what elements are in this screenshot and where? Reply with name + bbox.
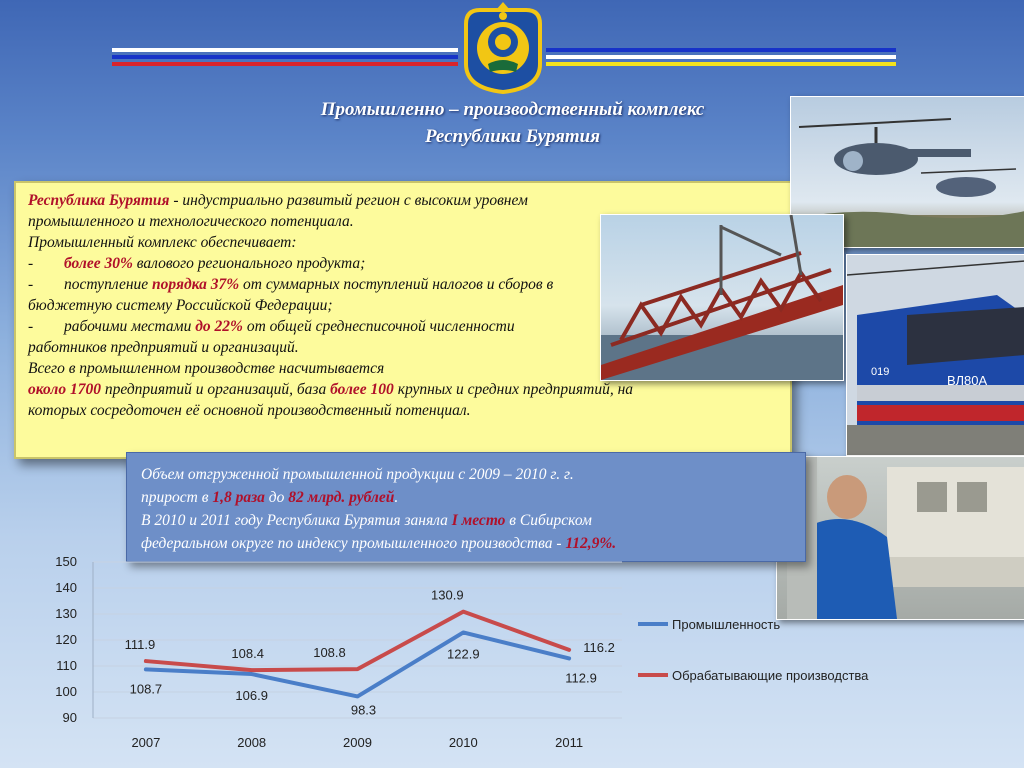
data-label: 112.9	[565, 670, 597, 686]
buryatia-emblem-icon	[458, 2, 548, 94]
locomotive-photo	[846, 254, 1024, 456]
series-point	[568, 657, 571, 660]
intro-highlight-republic: Республика Бурятия	[28, 192, 170, 209]
data-label: 108.7	[129, 681, 163, 697]
bullet-dash-2: -	[28, 276, 34, 293]
series-point	[356, 668, 359, 671]
page-title	[210, 96, 815, 150]
data-label: 130.9	[431, 587, 464, 603]
intro-p3: Всего в промышленном производстве насчитывается	[28, 360, 385, 377]
series-point	[250, 673, 253, 676]
y-tick-label: 130	[55, 606, 77, 621]
intro-highlight-100: более 100	[330, 381, 394, 398]
legend-label: Обрабатывающие производства	[672, 668, 869, 683]
summary-line-4-a: федеральном округе по индексу промышленного производства -	[141, 535, 566, 552]
data-label: 111.9	[124, 637, 156, 653]
intro-highlight-37: порядка 37%	[152, 276, 240, 293]
x-tick-label: 2009	[343, 735, 372, 750]
intro-highlight-22: до 22%	[195, 318, 243, 335]
bullet-dash-3: -	[28, 318, 34, 335]
summary-highlight-volume: 82 млрд. рублей	[288, 489, 395, 506]
series-point	[250, 669, 253, 672]
legend-label: Промышленность	[672, 617, 781, 632]
summary-highlight-growth: 1,8 раза	[212, 489, 265, 506]
summary-highlight-place: I место	[451, 512, 506, 529]
y-tick-label: 120	[55, 632, 77, 647]
data-label: 116.2	[583, 639, 615, 655]
intro-b3-a: рабочими местами	[64, 318, 196, 335]
intro-p4-b: крупных и средних предприятий, на которых сосредоточен её основной производственный потенциал.	[28, 381, 634, 419]
data-label: 108.8	[313, 645, 346, 661]
data-label: 98.3	[350, 702, 377, 718]
summary-line-2-a: прирост в	[141, 489, 213, 506]
flag-stripe-white-right	[546, 55, 896, 59]
y-tick-label: 90	[62, 710, 77, 725]
x-tick-label: 2008	[237, 735, 267, 750]
intro-p4-a: предприятий и организаций, база	[100, 381, 331, 398]
series-line	[146, 632, 569, 696]
y-tick-label: 140	[55, 580, 77, 595]
series-point	[144, 660, 147, 663]
intro-highlight-1700: около 1700	[28, 381, 101, 398]
intro-p2: Промышленный комплекс обеспечивает:	[28, 234, 297, 251]
series-point	[462, 631, 465, 634]
summary-line-3-b: в Сибирском	[505, 512, 592, 529]
line-chart	[0, 550, 1024, 768]
title-line-2: Республики Бурятия	[425, 126, 600, 147]
intro-highlight-30: более 30%	[64, 255, 133, 272]
data-label: 106.9	[235, 688, 268, 704]
series-point	[462, 610, 465, 613]
series-point	[144, 668, 147, 671]
summary-line-2-b: до	[264, 489, 289, 506]
x-tick-label: 2010	[448, 735, 478, 750]
flag-stripe-blue-left	[112, 55, 458, 59]
intro-p1: - индустриально развитый регион с высоким уровнем промышленного и технологического потенциала.	[28, 192, 528, 230]
intro-b3-b: от общей среднесписочной численности работников предприятий и организаций.	[28, 318, 515, 356]
summary-line-2-c: .	[394, 489, 399, 506]
locomotive-number: ВЛ80А	[947, 373, 988, 388]
x-tick-label: 2011	[555, 735, 584, 750]
y-tick-label: 110	[56, 658, 77, 673]
summary-highlight-index: 112,9%.	[565, 535, 617, 552]
flag-stripe-yellow-right	[546, 62, 896, 66]
flag-stripe-white-left	[112, 48, 458, 52]
bridge-photo	[600, 214, 844, 381]
title-line-1: Промышленно – производственный комплекс	[320, 99, 705, 120]
intro-b1: валового регионального продукта;	[132, 255, 366, 272]
x-tick-label: 2007	[131, 735, 161, 750]
flag-stripe-blue-right	[546, 48, 896, 52]
y-tick-label: 100	[55, 684, 77, 699]
summary-line-1: Объем отгруженной промышленной продукции с 2009 – 2010 г. г.	[141, 466, 574, 483]
intro-b2-b: от суммарных поступлений налогов и сборов в бюджетную систему Российской Федерации;	[28, 276, 554, 314]
data-label: 108.4	[231, 646, 264, 662]
series-point	[568, 648, 571, 651]
data-label: 122.9	[447, 646, 480, 662]
flag-stripe-red-left	[112, 62, 458, 66]
y-tick-label: 150	[55, 554, 77, 569]
summary-box	[126, 452, 806, 562]
locomotive-side-number: 019	[871, 366, 890, 378]
bullet-dash-1: -	[28, 255, 34, 272]
summary-line-3-a: В 2010 и 2011 году Республика Бурятия заняла	[141, 512, 452, 529]
intro-b2-a: поступление	[64, 276, 153, 293]
series-point	[356, 695, 359, 698]
